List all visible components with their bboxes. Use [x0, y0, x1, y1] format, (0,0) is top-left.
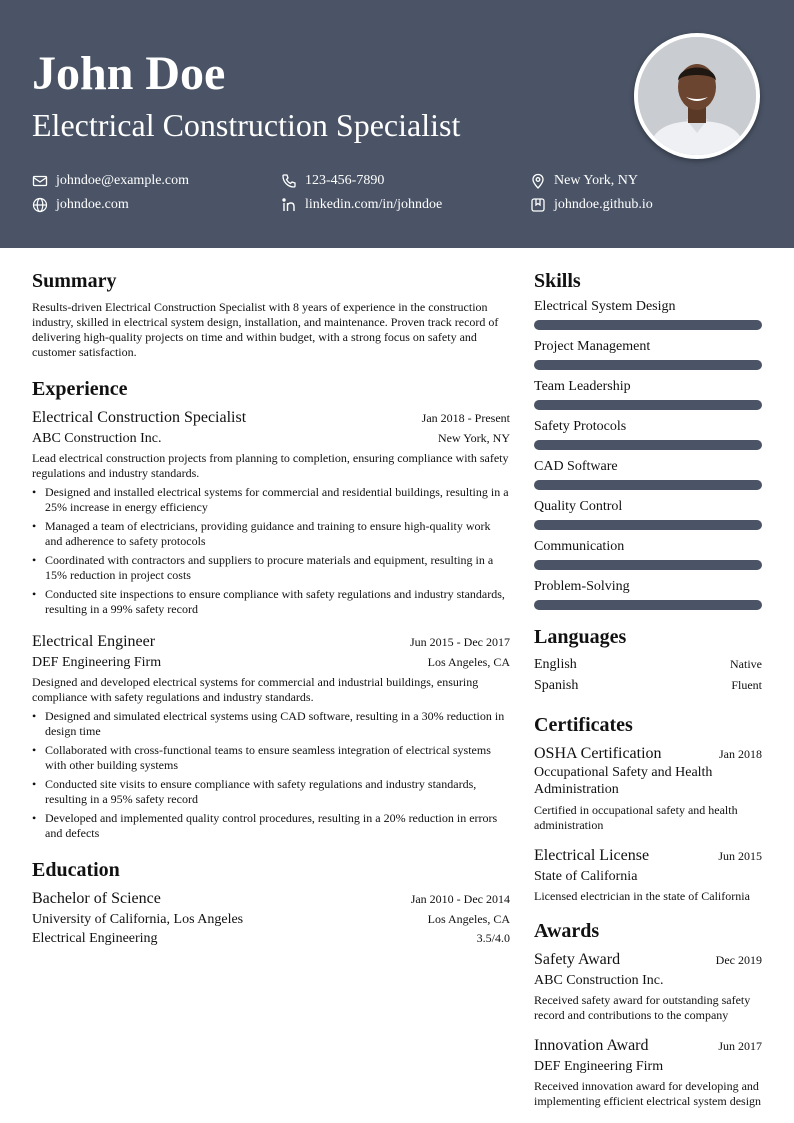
job-location: New York, NY	[437, 431, 510, 445]
education-location: Los Angeles, CA	[427, 912, 510, 926]
email-text: johndoe@example.com	[56, 173, 190, 188]
contact-email[interactable]	[32, 172, 281, 190]
skill-level-bar	[534, 520, 762, 530]
skill-level-bar	[534, 320, 762, 330]
job-company: DEF Engineering Firm	[32, 655, 162, 670]
skill-name: Team Leadership	[534, 379, 631, 394]
candidate-name: John Doe	[32, 47, 226, 100]
skills-list	[534, 298, 762, 610]
languages-list	[534, 654, 762, 696]
award-issuer: ABC Construction Inc.	[534, 973, 664, 988]
certificate-date: Jan 2018	[719, 747, 762, 761]
award-issuer: DEF Engineering Firm	[534, 1059, 664, 1074]
skill-name: Project Management	[534, 339, 651, 354]
profile-photo	[634, 33, 760, 159]
award-description: Received safety award for outstanding safety record and contributions to the company	[534, 993, 751, 1022]
award-date: Dec 2019	[715, 953, 762, 967]
website-text: johndoe.com	[56, 197, 129, 212]
certificates-heading: Certificates	[534, 714, 633, 736]
job-bullets	[32, 485, 510, 617]
phone-icon	[281, 173, 297, 189]
job-bullet: • Developed and implemented quality control procedures, resulting in a 20% reduction in errors and defects	[45, 811, 510, 841]
skill-level-bar	[534, 480, 762, 490]
language-row	[534, 654, 762, 675]
candidate-title: Electrical Construction Specialist	[32, 107, 461, 143]
job-description: Designed and developed electrical systems for commercial and industrial buildings, ensuring compliance with safety regulations and industry standards.	[32, 675, 479, 704]
job-bullet: • Designed and simulated electrical systems using CAD software, resulting in a 30% reduction in design time	[45, 709, 510, 739]
language-level: Fluent	[731, 678, 762, 692]
award-entry	[534, 949, 762, 1023]
certificate-date: Jun 2015	[718, 849, 762, 863]
contact-location	[530, 172, 762, 190]
job-title: Electrical Engineer	[32, 633, 156, 650]
github-text: johndoe.github.io	[554, 197, 653, 212]
language-level: Native	[730, 657, 762, 671]
skill-level-bar	[534, 360, 762, 370]
skill-level-bar	[534, 560, 762, 570]
education-gpa: 3.5/4.0	[476, 931, 510, 945]
sidebar-column	[534, 268, 762, 1109]
job-company: ABC Construction Inc.	[32, 431, 162, 446]
job-bullet: • Conducted site visits to ensure compliance with safety regulations and industry standards, resulting in a 95% safety record	[45, 777, 510, 807]
certificate-title: OSHA Certification	[534, 745, 662, 762]
education-dates: Jan 2010 - Dec 2014	[410, 892, 510, 906]
job-bullet: • Coordinated with contractors and suppliers to procure materials and equipment, resulting in a 15% reduction in project costs	[45, 553, 510, 583]
linkedin-text: linkedin.com/in/johndoe	[305, 197, 443, 212]
contact-website[interactable]	[32, 196, 281, 214]
skill-level-bar	[534, 600, 762, 610]
certificate-issuer: State of California	[534, 869, 638, 884]
summary-heading: Summary	[32, 270, 117, 292]
job-bullets	[32, 709, 510, 841]
skill-name: Problem-Solving	[534, 579, 630, 594]
award-title: Innovation Award	[534, 1037, 649, 1054]
certificate-issuer: Occupational Safety and Health Administration	[534, 765, 713, 797]
skills-heading: Skills	[534, 270, 581, 292]
globe-icon	[32, 197, 48, 213]
award-entry	[534, 1035, 762, 1109]
job-bullet: • Managed a team of electricians, providing guidance and training to ensure high-quality work and adherence to safety protocols	[45, 519, 510, 549]
languages-heading: Languages	[534, 626, 627, 648]
job-entry	[32, 631, 510, 841]
certificate-entry	[534, 743, 762, 833]
location-text: New York, NY	[554, 173, 639, 188]
contact-info	[32, 172, 762, 214]
certificate-title: Electrical License	[534, 847, 650, 864]
contact-phone[interactable]	[281, 172, 530, 190]
education-degree: Bachelor of Science	[32, 890, 161, 907]
language-name: English	[534, 657, 577, 672]
education-heading: Education	[32, 859, 120, 881]
contact-github[interactable]	[530, 196, 762, 214]
education-field: Electrical Engineering	[32, 931, 158, 946]
skill-name: Electrical System Design	[534, 299, 676, 314]
summary-text: Results-driven Electrical Construction Specialist with 8 years of experience in the construction industry, skilled in electrical system design, installation, and maintenance. Proven track record of delivering high-quality projects on time and within budget, with a strong focus on safety and customer satisfaction.	[32, 300, 499, 359]
mail-icon	[32, 173, 48, 189]
skill-level-bar	[534, 440, 762, 450]
job-title: Electrical Construction Specialist	[32, 409, 247, 426]
experience-heading: Experience	[32, 378, 128, 400]
github-icon	[530, 197, 546, 213]
education-school: University of California, Los Angeles	[32, 912, 244, 927]
skill-name: CAD Software	[534, 459, 618, 474]
certificate-description: Licensed electrician in the state of California	[534, 889, 750, 903]
location-pin-icon	[530, 173, 546, 189]
skill-name: Safety Protocols	[534, 419, 627, 434]
job-dates: Jun 2015 - Dec 2017	[410, 635, 510, 649]
skill-level-bar	[534, 400, 762, 410]
phone-text: 123-456-7890	[305, 173, 385, 188]
contact-linkedin[interactable]	[281, 196, 530, 214]
job-location: Los Angeles, CA	[427, 655, 510, 669]
language-name: Spanish	[534, 678, 579, 693]
award-date: Jun 2017	[718, 1039, 762, 1053]
skill-name: Quality Control	[534, 499, 623, 514]
language-row	[534, 675, 762, 696]
skill-name: Communication	[534, 539, 625, 554]
award-description: Received innovation award for developing and implementing efficient electrical system design	[534, 1079, 762, 1108]
linkedin-icon	[281, 197, 297, 213]
job-bullet: • Designed and installed electrical systems for commercial and residential buildings, resulting in a 25% increase in energy efficiency	[45, 485, 510, 515]
resume-header	[0, 0, 794, 248]
job-entry	[32, 407, 510, 617]
job-description: Lead electrical construction projects from planning to completion, ensuring compliance with safety regulations and industry standards.	[32, 451, 509, 480]
education-entry	[32, 888, 510, 948]
job-bullet: • Conducted site inspections to ensure compliance with safety regulations and industry standards, resulting in a 99% safety record	[45, 587, 510, 617]
job-dates: Jan 2018 - Present	[421, 411, 510, 425]
main-column	[32, 268, 510, 948]
job-bullet: • Collaborated with cross-functional teams to ensure seamless integration of electrical systems with other building systems	[45, 743, 510, 773]
award-title: Safety Award	[534, 951, 621, 968]
certificate-description: Certified in occupational safety and health administration	[534, 803, 738, 832]
certificate-entry	[534, 845, 762, 904]
awards-heading: Awards	[534, 920, 600, 942]
